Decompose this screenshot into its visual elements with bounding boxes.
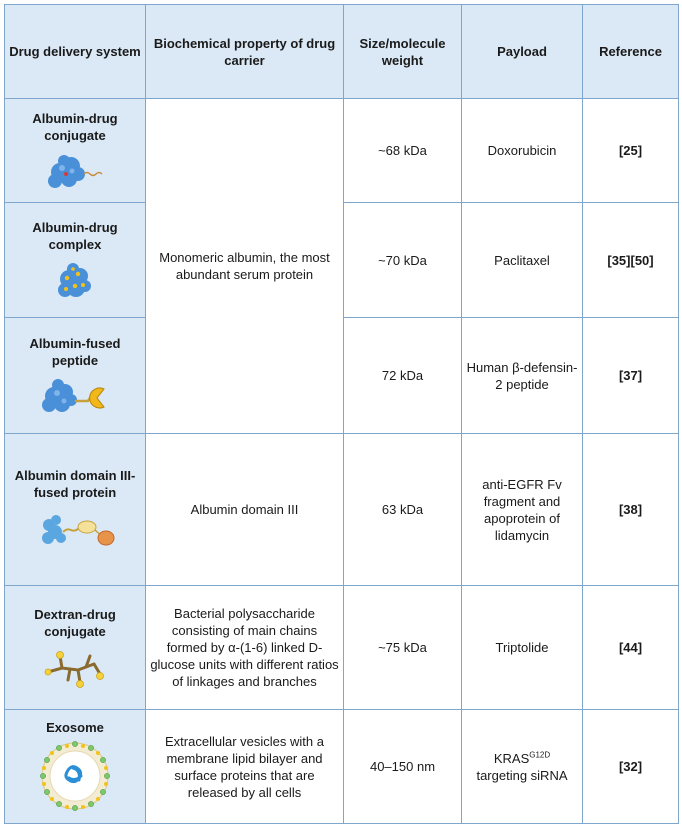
header-payload: Payload [462, 5, 583, 99]
albumin-drug-complex-icon [45, 259, 105, 301]
payload-rest: targeting siRNA [476, 767, 568, 783]
payload-gene: KRAS [493, 750, 530, 766]
payload-cell: Human β-defensin-2 peptide [462, 318, 583, 434]
system-name: Exosome [46, 720, 104, 735]
header-property: Biochemical property of drug carrier [146, 5, 344, 99]
size-cell: ~68 kDa [344, 99, 462, 203]
albumin-domain-protein-icon [34, 507, 116, 553]
reference-cell: [37] [583, 318, 679, 434]
system-name: Albumin-fused peptide [29, 335, 121, 368]
system-cell [5, 586, 146, 710]
table-row [5, 434, 679, 586]
table-row [5, 99, 679, 203]
system-cell [5, 710, 146, 824]
property-cell: Albumin domain III [146, 434, 344, 586]
size-cell: ~70 kDa [344, 203, 462, 318]
header-row [5, 5, 679, 99]
payload-cell: Doxorubicin [462, 99, 583, 203]
payload-cell: Paclitaxel [462, 203, 583, 318]
header-reference: Reference [583, 5, 679, 99]
system-cell [5, 434, 146, 586]
header-system: Drug delivery system [5, 5, 146, 99]
payload-cell: anti-EGFR Fv fragment and apoprotein of lidamycin [462, 434, 583, 586]
albumin-drug-conjugate-icon [40, 150, 110, 192]
system-name: Albumin-drug complex [32, 220, 118, 252]
property-cell: Extracellular vesicles with a membrane lipid bilayer and surface proteins that are released by all cells [146, 710, 344, 824]
size-cell: 63 kDa [344, 434, 462, 586]
payload-cell [462, 710, 583, 824]
size-cell: 72 kDa [344, 318, 462, 434]
table-row [5, 710, 679, 824]
albumin-fused-peptide-icon [34, 375, 116, 417]
system-cell [5, 99, 146, 203]
payload-mutation: G12D [529, 750, 551, 760]
exosome-vesicle-icon [37, 738, 113, 814]
reference-cell: [32] [583, 710, 679, 824]
drug-delivery-table [4, 4, 679, 824]
property-cell: Monomeric albumin, the most abundant serum protein [146, 99, 344, 434]
property-cell: Bacterial polysaccharide consisting of main chains formed by α-(1-6) linked D-glucose units with different ratios of linkages and branches [146, 586, 344, 710]
system-name: Dextran-drug conjugate [34, 606, 116, 639]
table-row [5, 586, 679, 710]
size-cell: 40–150 nm [344, 710, 462, 824]
size-cell: ~75 kDa [344, 586, 462, 710]
reference-cell: [44] [583, 586, 679, 710]
reference-cell: [25] [583, 99, 679, 203]
system-name: Albumin domain III-fused protein [14, 467, 136, 500]
reference-cell: [35][50] [583, 203, 679, 318]
payload-cell: Triptolide [462, 586, 583, 710]
header-size: Size/molecule weight [344, 5, 462, 99]
reference-cell: [38] [583, 434, 679, 586]
system-cell [5, 203, 146, 318]
system-cell [5, 318, 146, 434]
system-name: Albumin-drug conjugate [32, 110, 118, 143]
dextran-branch-icon [40, 646, 110, 690]
